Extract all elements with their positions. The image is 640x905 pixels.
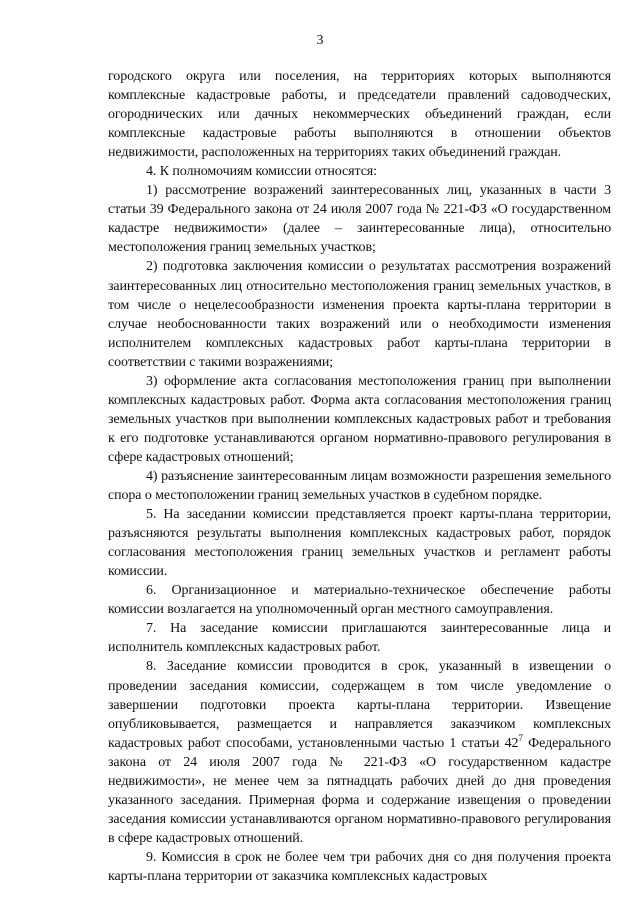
page-number: 3: [316, 33, 324, 48]
paragraph-8-text-end: Федерального закона от 24 июля 2007 года № 221-ФЗ «О государственном кадастре недвижимости», не менее чем за пятнадцать рабочих дней до дня проведения указанного заседания. Примерная форма и содержание извещения о проведении заседания комиссии устанавливаются органом нормативно-правового регулирования в сфере кадастровых отношений.: [108, 735, 611, 846]
document-body: [108, 67, 611, 886]
paragraph-6: 6. Организационное и материально-техническое обеспечение работы комиссии возлагается на уполномоченный орган местного самоуправления.: [108, 583, 611, 618]
paragraph-7: 7. На заседание комиссии приглашаются заинтересованные лица и исполнитель комплексных кадастровых работ.: [108, 621, 611, 656]
article-superscript: 7: [518, 732, 523, 743]
paragraph-4-item-4: 4) разъяснение заинтересованным лицам возможности разрешения земельного спора о местоположении границ земельных участков в судебном порядке.: [108, 468, 611, 504]
paragraph-5: 5. На заседании комиссии представляется проект карты-плана территории, разъясняются результаты выполнения комплексных кадастровых работ, порядок согласования местоположения границ земельных участков и регламент работы комиссии.: [108, 507, 611, 580]
paragraph-continuation: городского округа или поселения, на территориях которых выполняются комплексные кадастровые работы, и председатели правлений садоводческих, огороднических или дачных некоммерческих объединений граждан, если комплексные кадастровые работы выполняются в отношении объектов недвижимости, расположенных на территориях таких объединений граждан.: [108, 69, 611, 161]
paragraph-4-heading: 4. К полномочиям комиссии относятся:: [146, 164, 377, 180]
paragraph-4-item-3: 3) оформление акта согласования местоположения границ при выполнении комплексных кадастровых работ. Форма акта согласования местоположения границ земельных участков при выполнении комплексных кадастровых работ и требования к его подготовке устанавливаются органом нормативно-правового регулирования в сфере кадастровых отношений;: [108, 373, 611, 465]
paragraph-4-item-1: 1) рассмотрение возражений заинтересованных лиц, указанных в части 3 статьи 39 Федерального закона от 24 июля 2007 года № 221-ФЗ «О государственном кадастре недвижимости» (далее – заинтересованные лица), относительно местоположения границ земельных участков;: [108, 183, 611, 256]
paragraph-8: [108, 657, 611, 847]
paragraph-9: 9. Комиссия в срок не более чем три рабочих дня со дня получения проекта карты-плана территории от заказчика комплексных кадастровых: [108, 849, 611, 884]
paragraph-8-text-start: 8. Заседание комиссии проводится в срок, указанный в извещении о проведении заседания комиссии, содержащем в том числе уведомление о завершении подготовки проекта карты-плана территории. Извещение опубликовывается, размещается и направляется заказчиком комплексных кадастровых работ способами, установленными частью 1 статьи 42: [108, 659, 611, 751]
paragraph-4-item-2: 2) подготовка заключения комиссии о результатах рассмотрения возражений заинтересованных лиц относительно местоположения границ земельных участков, в том числе о нецелесообразности изменения проекта карты-плана территории в случае необоснованности таких возражений или о необходимости изменения исполнителем комплексных кадастровых работ карты-плана территории в соответствии с такими возражениями;: [108, 259, 611, 370]
